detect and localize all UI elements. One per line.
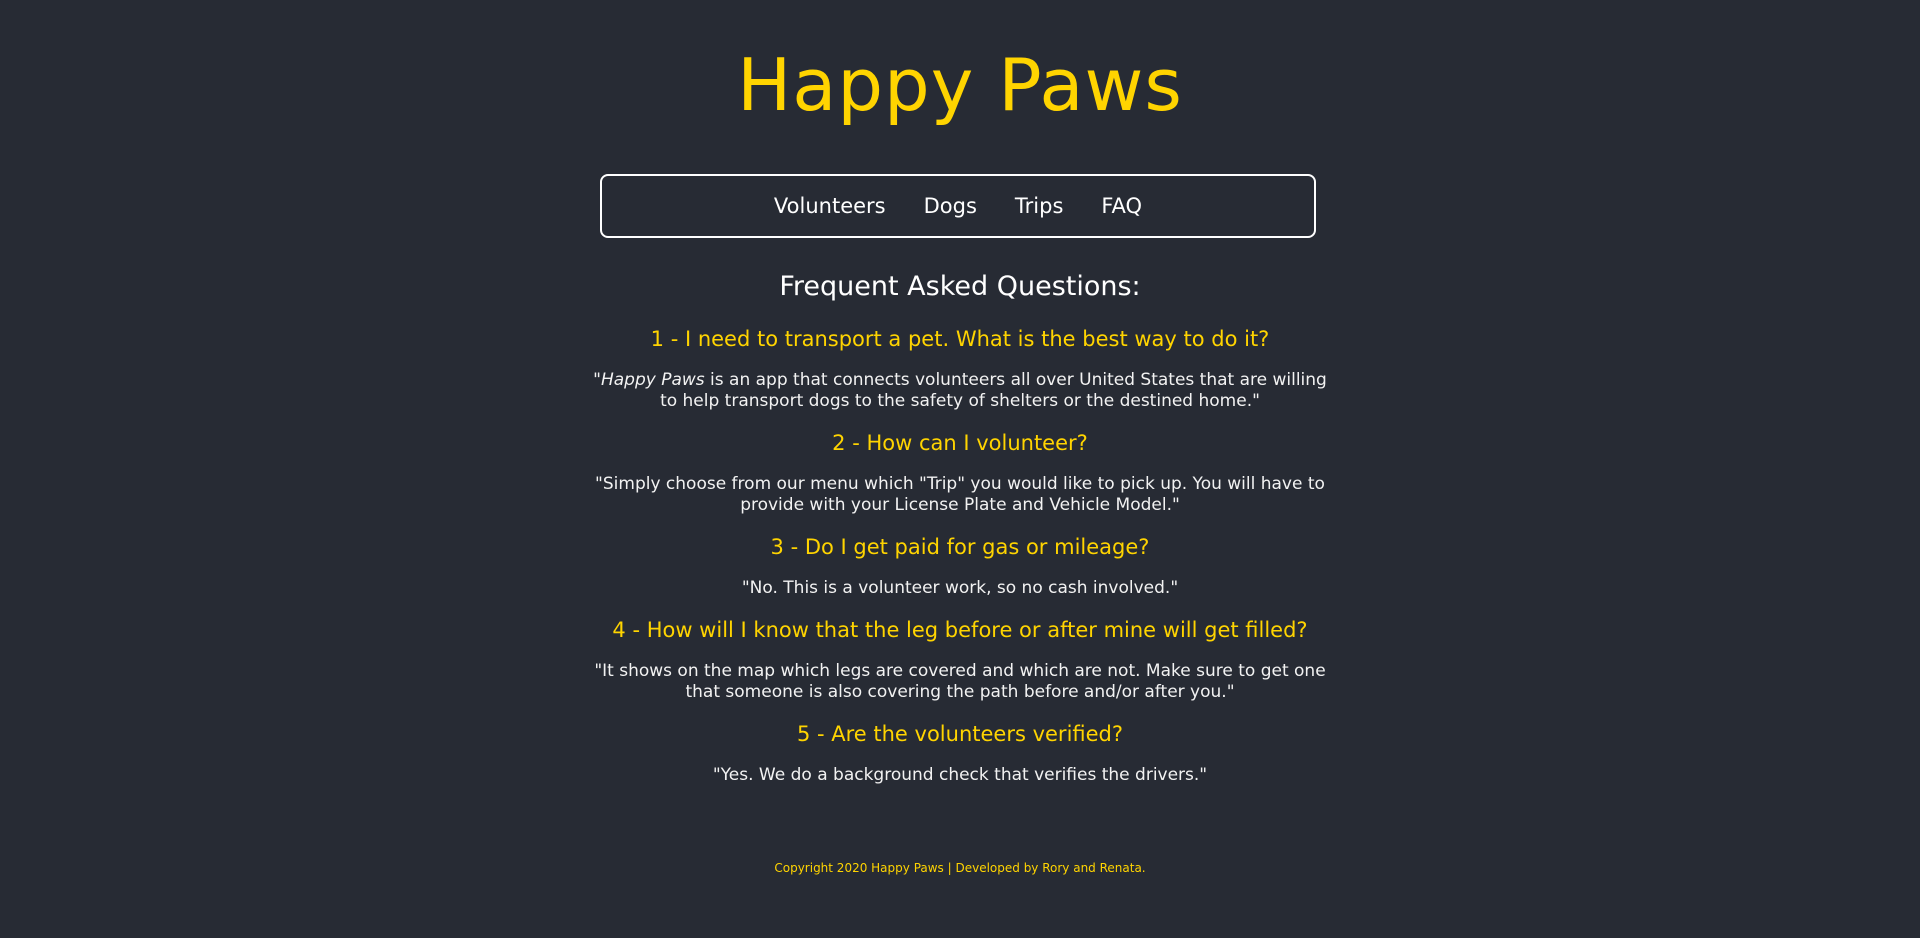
faq-question-3: 3 - Do I get paid for gas or mileage? xyxy=(770,535,1150,559)
site-title: Happy Paws xyxy=(737,43,1183,127)
faq-question-4: 4 - How will I know that the leg before or after mine will get filled? xyxy=(612,618,1308,642)
faq-heading: Frequent Asked Questions: xyxy=(779,271,1141,302)
faq-item-3 xyxy=(590,533,1330,599)
nav-link-volunteers[interactable]: Volunteers xyxy=(773,194,886,218)
faq-item-1 xyxy=(590,325,1330,412)
faq-answer-4: "It shows on the map which legs are covered and which are not. Make sure to get one that someone is also covering the path before and/or after you." xyxy=(594,661,1326,702)
site-footer: Copyright 2020 Happy Paws | Developed by Rory and Renata. xyxy=(774,861,1146,875)
faq-question-5: 5 - Are the volunteers verified? xyxy=(796,722,1124,746)
faq-item-5 xyxy=(590,720,1330,786)
faq-item-4 xyxy=(590,616,1330,703)
faq-question-2: 2 - How can I volunteer? xyxy=(832,431,1088,455)
app-name-italic: Happy Paws xyxy=(600,370,705,390)
faq-answer-1 xyxy=(590,370,1330,412)
faq-answer-2: "Simply choose from our menu which "Trip" you would like to pick up. You will have to provide with your License Plate and Vehicle Model." xyxy=(595,474,1325,515)
faq-answer-3: "No. This is a volunteer work, so no cash involved." xyxy=(741,578,1179,598)
nav-link-dogs[interactable]: Dogs xyxy=(923,194,977,218)
faq-content xyxy=(590,269,1330,803)
main-nav xyxy=(600,174,1316,238)
faq-item-2 xyxy=(590,429,1330,516)
faq-answer-1-quote: " xyxy=(593,370,601,390)
faq-answer-1-text: is an app that connects volunteers all over United States that are willing to help transport dogs to the safety of shelters or the destined home." xyxy=(660,370,1327,411)
nav-link-trips[interactable]: Trips xyxy=(1014,194,1064,218)
faq-question-1: 1 - I need to transport a pet. What is the best way to do it? xyxy=(650,327,1270,351)
faq-answer-5: "Yes. We do a background check that verifies the drivers." xyxy=(712,765,1208,785)
nav-link-faq[interactable]: FAQ xyxy=(1101,194,1143,218)
